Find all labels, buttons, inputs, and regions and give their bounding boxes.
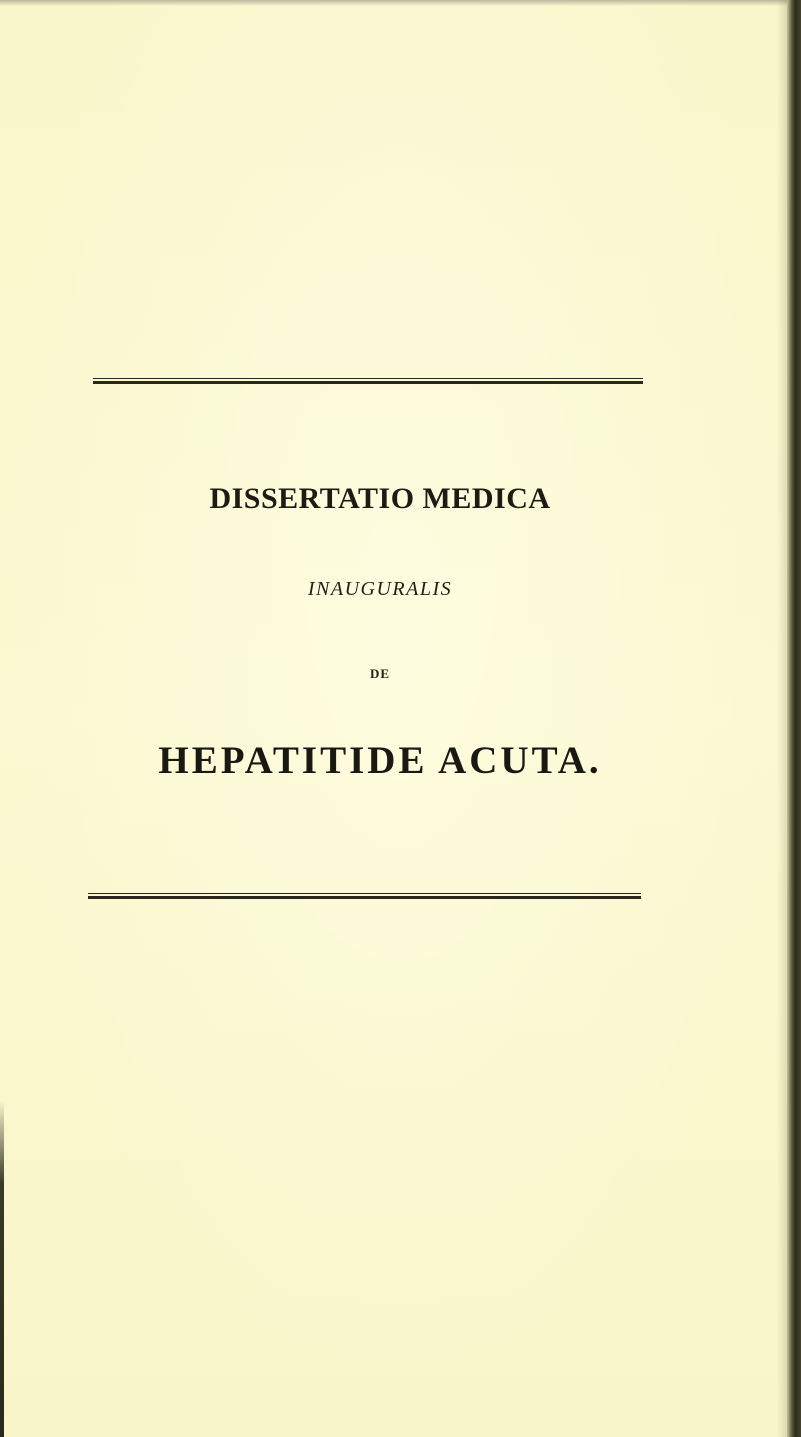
top-double-rule (93, 378, 643, 385)
page-right-edge-shadow (777, 0, 787, 1437)
page-top-edge (0, 0, 801, 6)
page-left-edge (0, 1100, 4, 1437)
dissertation-topic: HEPATITIDE ACUTA. (158, 739, 602, 782)
dissertation-title: DISSERTATIO MEDICA (209, 482, 551, 515)
page-right-edge (787, 0, 801, 1437)
dissertation-preposition: DE (369, 666, 391, 681)
bottom-double-rule (88, 893, 641, 900)
dissertation-subtitle: INAUGURALIS (307, 578, 453, 600)
